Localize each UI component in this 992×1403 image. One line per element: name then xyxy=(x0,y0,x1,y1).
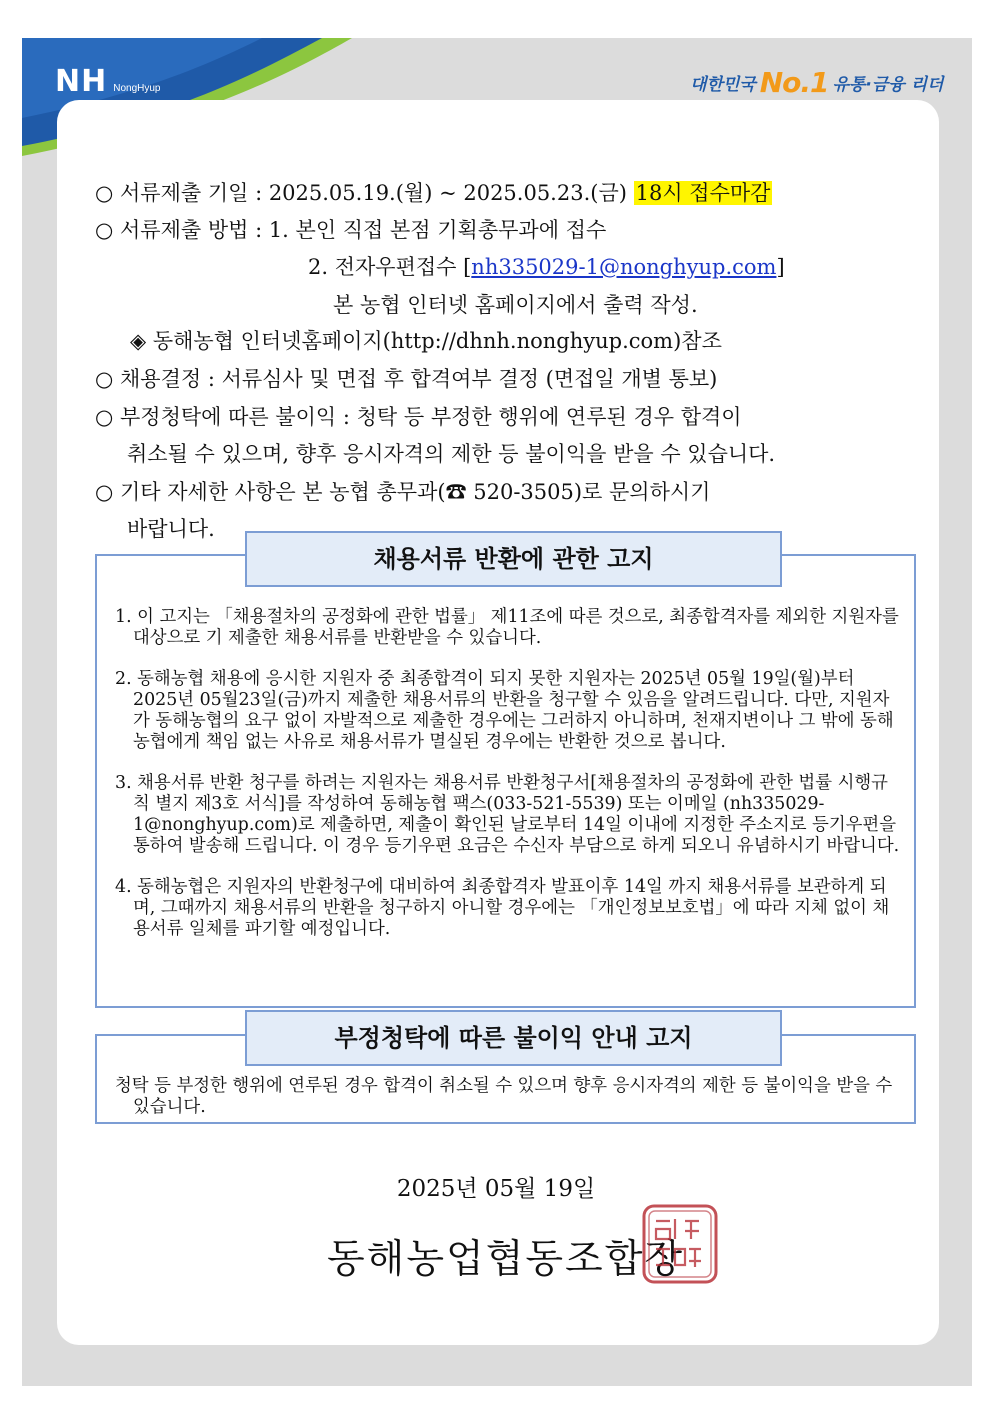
return-notice-body xyxy=(115,607,900,940)
info-line-reference: ◈ 동해농협 인터넷홈페이지(http://dhnh.nonghyup.com)참조 xyxy=(130,329,722,353)
info-line-homepage: 본 농협 인터넷 홈페이지에서 출력 작성. xyxy=(333,293,698,317)
info-line-penalty-cont: 취소될 수 있으며, 향후 응시자격의 제한 등 불이익을 받을 수 있습니다. xyxy=(127,442,776,466)
slogan-post: 유통·금융 리더 xyxy=(832,75,944,95)
return-item-1: 1. 이 고지는 「채용절차의 공정화에 관한 법률」 제11조에 따른 것으로, 최종합격자를 제외한 지원자를 대상으로 기 제출한 채용서류를 반환받을 수 있습니다. xyxy=(115,607,899,648)
deadline-text: ○ 서류제출 기일 : 2025.05.19.(월) ~ 2025.05.23.(금) xyxy=(95,181,627,205)
official-seal-icon xyxy=(641,1203,719,1285)
penalty-notice-title: 부정청탁에 따른 불이익 안내 고지 xyxy=(245,1010,782,1066)
info-line-deadline xyxy=(95,180,772,206)
penalty-notice-body xyxy=(115,1076,900,1118)
return-item-4: 4. 동해농협은 지원자의 반환청구에 대비하여 최종합격자 발표이후 14일 까지 채용서류를 보관하게 되며, 그때까지 채용서류의 반환을 청구하지 아니할 경우에는 「개인정보보호법」에 따라 지체 없이 채용서류 일체를 파기할 예정입니다. xyxy=(115,877,890,939)
penalty-notice-text: 청탁 등 부정한 행위에 연루된 경우 합격이 취소될 수 있으며 향후 응시자격의 제한 등 불이익을 받을 수 있습니다. xyxy=(115,1076,893,1117)
info-line-decision: ○ 채용결정 : 서류심사 및 면접 후 합격여부 결정 (면접일 개별 통보) xyxy=(95,367,718,391)
email-link[interactable]: nh335029-1@nonghyup.com xyxy=(471,255,777,279)
return-item-2: 2. 동해농협 채용에 응시한 지원자 중 최종합격이 되지 못한 지원자는 2025년 05월 19일(월)부터 2025년 05월23일(금)까지 제출한 채용서류의 반환을 청구할 수 있음을 알려드립니다. 다만, 지원자가 동해농협의 요구 없이 자발적으로 제출한 경우에는 그러하지 아니하며, 천재지변이나 그 밖에 동해농협에게 책임 없는 사유로 채용서류가 멸실된 경우에는 반환한 것으로 봅니다. xyxy=(115,669,894,752)
issue-date: 2025년 05월 19일 xyxy=(396,1176,596,1202)
info-line-contact-cont: 바랍니다. xyxy=(127,517,215,541)
slogan-no1: No.1 xyxy=(759,66,829,99)
deadline-highlight: 18시 접수마감 xyxy=(635,181,771,205)
info-line-penalty: ○ 부정청탁에 따른 불이익 : 청탁 등 부정한 행위에 연루된 경우 합격이 xyxy=(95,405,742,429)
nh-logo xyxy=(55,64,160,99)
return-item-3: 3. 채용서류 반환 청구를 하려는 지원자는 채용서류 반환청구서[채용절차의 공정화에 관한 법률 시행규칙 별지 제3호 서식]를 작성하여 동해농협 팩스(033-521-5539) 또는 이메일 (nh335029-1@nonghyup.com)로 제출하면, 제출이 확인된 날로부터 14일 이내에 지정한 주소지로 등기우편을 통하여 발송해 드립니다. 이 경우 등기우편 요금은 수신자 부담으로 하게 되오니 유념하시기 바랍니다. xyxy=(115,773,900,856)
email-suffix: ] xyxy=(776,255,785,279)
logo-text: NH xyxy=(55,64,108,99)
slogan-pre: 대한민국 xyxy=(690,75,756,95)
info-line-contact: ○ 기타 자세한 사항은 본 농협 총무과(☎ 520-3505)로 문의하시기 xyxy=(95,480,711,504)
slogan xyxy=(690,66,943,99)
return-notice-title: 채용서류 반환에 관한 고지 xyxy=(245,531,782,587)
logo-sub: NongHyup xyxy=(113,83,161,94)
organization-name: 동해농업협동조합장 xyxy=(327,1237,685,1282)
info-line-method: ○ 서류제출 방법 : 1. 본인 직접 본점 기획총무과에 접수 xyxy=(95,218,607,242)
info-line-email xyxy=(308,254,785,280)
email-prefix: 2. 전자우편접수 [ xyxy=(308,255,472,279)
